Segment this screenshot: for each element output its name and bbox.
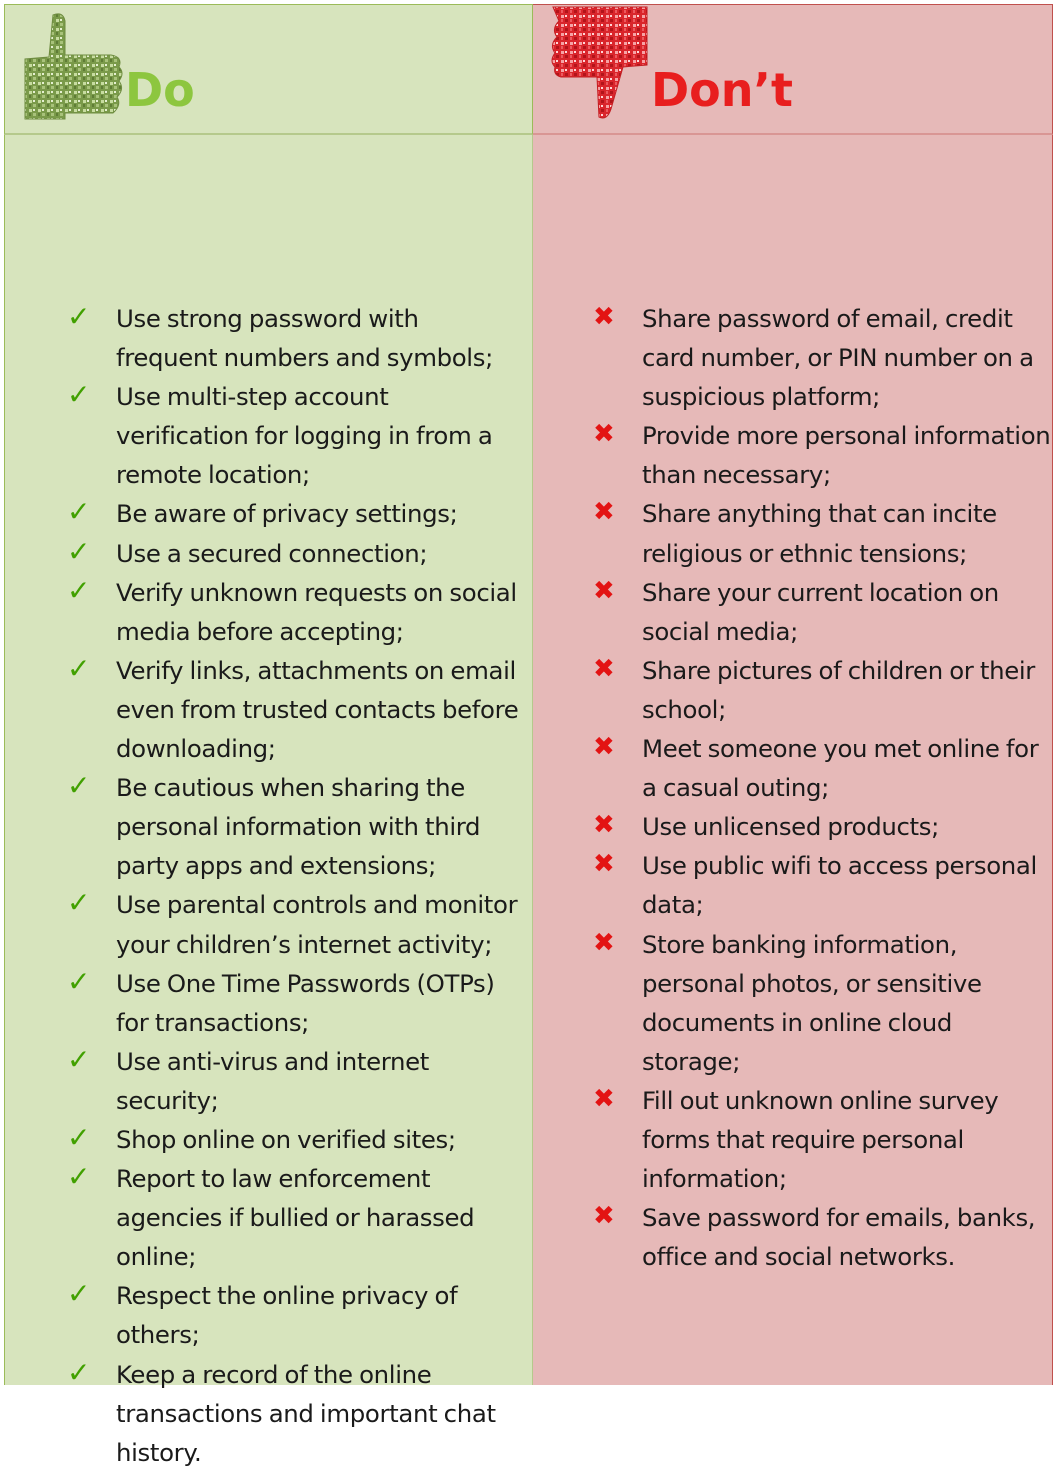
dont-item bbox=[593, 651, 1053, 729]
dont-column bbox=[533, 135, 1053, 1385]
dont-list bbox=[593, 299, 1053, 1276]
do-item-text: Use a secured connection; bbox=[116, 538, 428, 568]
cross-icon: ✖ bbox=[593, 575, 615, 606]
dont-item-text: Share anything that can incite religious or ethnic tensions; bbox=[642, 499, 997, 568]
do-item bbox=[67, 1355, 522, 1472]
do-item bbox=[67, 494, 522, 533]
do-item bbox=[67, 964, 522, 1042]
dont-item bbox=[593, 494, 1053, 572]
do-list bbox=[67, 299, 522, 1472]
do-item-text: Report to law enforcement agencies if bullied or harassed online; bbox=[116, 1164, 475, 1272]
dont-item bbox=[593, 729, 1053, 807]
do-item bbox=[67, 573, 522, 651]
dont-item-text: Use unlicensed products; bbox=[642, 812, 939, 842]
checkmark-icon: ✓ bbox=[67, 1355, 91, 1389]
checkmark-icon: ✓ bbox=[67, 1160, 91, 1194]
dont-item-text: Provide more personal information than necessary; bbox=[642, 421, 1051, 490]
do-item bbox=[67, 299, 522, 377]
do-column bbox=[4, 135, 533, 1467]
do-item-text: Use One Time Passwords (OTPs) for transactions; bbox=[116, 968, 495, 1037]
dont-item-text: Use public wifi to access personal data; bbox=[642, 851, 1037, 920]
checkmark-icon: ✓ bbox=[67, 534, 91, 568]
do-title: Do bbox=[125, 63, 195, 117]
do-item-text: Use anti-virus and internet security; bbox=[116, 1046, 429, 1115]
checkmark-icon: ✓ bbox=[67, 1042, 91, 1076]
cross-icon: ✖ bbox=[593, 653, 615, 684]
do-item-text: Be cautious when sharing the personal information with third party apps and extensions; bbox=[116, 773, 481, 881]
checkmark-icon: ✓ bbox=[67, 495, 91, 529]
do-item bbox=[67, 1159, 522, 1276]
do-item bbox=[67, 377, 522, 494]
dont-item bbox=[593, 573, 1053, 651]
do-item bbox=[67, 885, 522, 963]
dont-item-text: Fill out unknown online survey forms that require personal information; bbox=[642, 1085, 999, 1194]
do-item-text: Keep a record of the online transactions and important chat history. bbox=[116, 1359, 496, 1467]
thumbs-up-icon bbox=[19, 9, 127, 127]
cross-icon: ✖ bbox=[593, 302, 615, 332]
dont-item bbox=[593, 807, 1053, 846]
cross-icon: ✖ bbox=[593, 1083, 615, 1114]
dont-item-text: Share pictures of children or their school; bbox=[642, 655, 1035, 724]
dont-item bbox=[593, 1081, 1053, 1198]
checkmark-icon: ✓ bbox=[67, 300, 91, 333]
dont-item-text: Share your current location on social media; bbox=[642, 577, 999, 646]
checkmark-icon: ✓ bbox=[67, 964, 91, 998]
checkmark-icon: ✓ bbox=[67, 378, 91, 412]
dont-item-text: Meet someone you met online for a casual outing; bbox=[642, 734, 1039, 803]
dont-header bbox=[533, 4, 1053, 135]
dont-title: Don’t bbox=[651, 63, 793, 117]
dont-item-text: Store banking information, personal photos, or sensitive documents in online cloud storage; bbox=[642, 929, 982, 1076]
checkmark-icon: ✓ bbox=[67, 769, 91, 803]
cross-icon: ✖ bbox=[593, 927, 615, 958]
checkmark-icon: ✓ bbox=[67, 1277, 91, 1311]
dont-item bbox=[593, 416, 1053, 494]
do-item bbox=[67, 1276, 522, 1354]
checkmark-icon: ✓ bbox=[67, 651, 91, 685]
do-item-text: Use multi-step account verification for logging in from a remote location; bbox=[116, 382, 493, 490]
do-item-text: Verify links, attachments on email even from trusted contacts before downloading; bbox=[116, 655, 519, 764]
do-item-text: Respect the online privacy of others; bbox=[116, 1281, 458, 1350]
dont-item bbox=[593, 846, 1053, 924]
dont-item bbox=[593, 299, 1053, 416]
do-item bbox=[67, 768, 522, 885]
do-dont-table bbox=[4, 4, 1053, 1467]
do-item-text: Use parental controls and monitor your children’s internet activity; bbox=[116, 890, 518, 959]
dont-item-text: Share password of email, credit card number, or PIN number on a suspicious platform; bbox=[642, 304, 1034, 412]
checkmark-icon: ✓ bbox=[67, 573, 91, 607]
do-item bbox=[67, 534, 522, 573]
do-item-text: Verify unknown requests on social media before accepting; bbox=[116, 577, 517, 646]
do-header bbox=[4, 4, 533, 135]
cross-icon: ✖ bbox=[593, 849, 615, 880]
checkmark-icon: ✓ bbox=[67, 1120, 91, 1154]
do-item-text: Shop online on verified sites; bbox=[116, 1124, 456, 1154]
cross-icon: ✖ bbox=[593, 1201, 615, 1232]
do-item bbox=[67, 651, 522, 768]
cross-icon: ✖ bbox=[593, 497, 615, 528]
checkmark-icon: ✓ bbox=[67, 886, 91, 920]
do-item-text: Be aware of privacy settings; bbox=[116, 499, 458, 529]
dont-item bbox=[593, 1198, 1053, 1276]
do-item bbox=[67, 1120, 522, 1159]
cross-icon: ✖ bbox=[593, 419, 615, 450]
dont-item bbox=[593, 925, 1053, 1081]
do-item bbox=[67, 1042, 522, 1120]
cross-icon: ✖ bbox=[593, 810, 615, 841]
dont-item-text: Save password for emails, banks, office and social networks. bbox=[642, 1203, 1036, 1272]
cross-icon: ✖ bbox=[593, 732, 615, 763]
do-item-text: Use strong password with frequent numbers and symbols; bbox=[116, 304, 493, 373]
thumbs-down-icon bbox=[551, 5, 651, 123]
